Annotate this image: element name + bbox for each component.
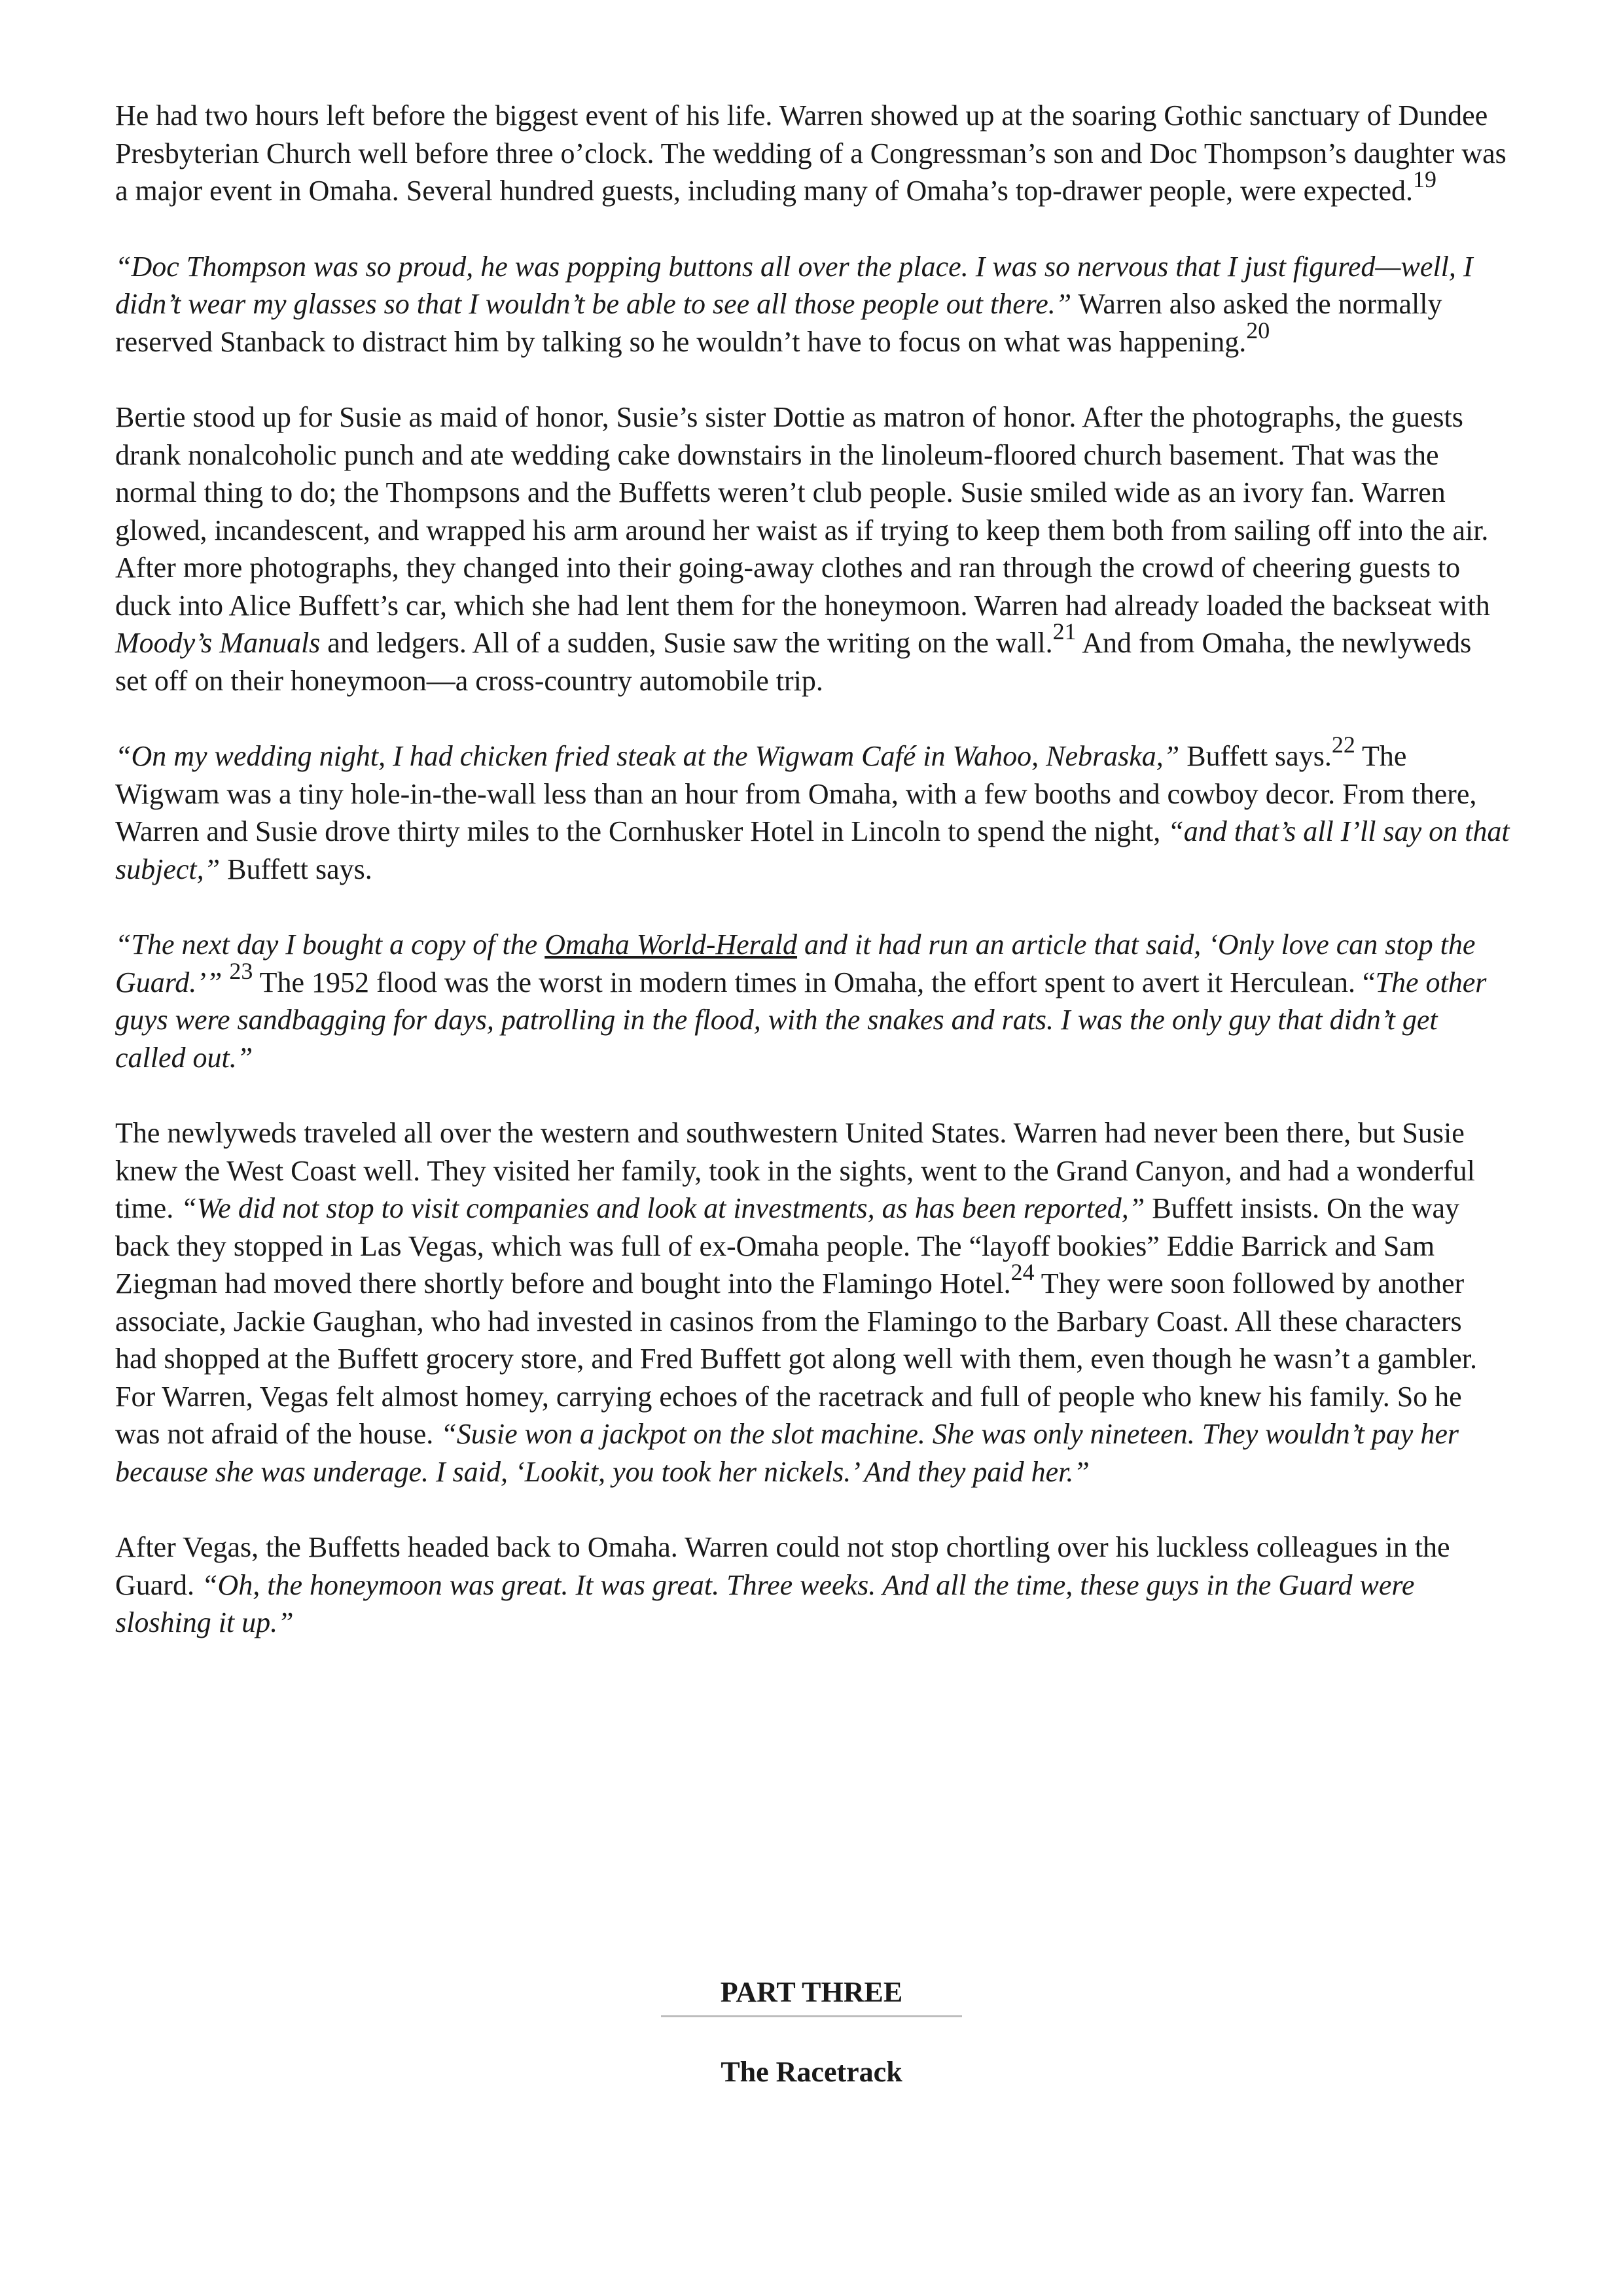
paragraph bbox=[115, 1114, 1510, 1491]
text-run: The newlyweds traveled all over the western and southwestern United States. Warren had never been there, but Susie knew the West Coast well. They visited her family, took in the sights, went to the Grand Canyon, and had a wonderful time. bbox=[115, 1117, 1475, 1224]
paragraph bbox=[115, 1528, 1510, 1642]
text-run: and ledgers. All of a sudden, Susie saw the writing on the wall. bbox=[320, 627, 1053, 659]
paragraph bbox=[115, 732, 1510, 888]
text-run: Bertie stood up for Susie as maid of honor, Susie’s sister Dottie as matron of honor. After the photographs, the guests drank nonalcoholic punch and ate wedding cake downstairs in the linoleum-floored church basement. That was the normal thing to do; the Thompsons and the Buffetts weren’t club people. Susie smiled wide as an ivory fan. Warren glowed, incandescent, and wrapped his arm around her waist as if trying to keep them both from sailing off into the air. After more photographs, they changed into their going-away clothes and ran through the crowd of cheering guests to duck into Alice Buffett’s car, which she had lent them for the honeymoon. Warren had already loaded the backseat with bbox=[115, 401, 1490, 622]
quoted-text: “Doc Thompson was so proud, he was popping buttons all over the place. I was so nervous that I just figured—well, I didn’t wear my glasses so that I wouldn’t be able to see all those people out there.” bbox=[115, 250, 1473, 320]
text-run: The Wigwam was a tiny hole-in-the-wall less than an hour from Omaha, with a few booths and cowboy decor. From there, Warren and Susie drove thirty miles to the Cornhusker Hotel in Lincoln to spend the night, bbox=[115, 740, 1477, 847]
text-run: The 1952 flood was the worst in modern times in Omaha, the effort spent to avert it Herculean. “ bbox=[253, 966, 1376, 998]
footnote-ref: 19 bbox=[1413, 166, 1436, 193]
footnote-ref: 20 bbox=[1246, 317, 1270, 344]
text-run: They were soon followed by another associate, Jackie Gaughan, who had invested in casinos from the Flamingo to the Barbary Coast. All these characters had shopped at the Buffett grocery store, and Fred Buffett got along well with them, even though he wasn’t a gambler. For Warren, Vegas felt almost homey, carrying echoes of the racetrack and full of people who knew his family. So he was not afraid of the house. bbox=[115, 1267, 1477, 1450]
quoted-text: “We did not stop to visit companies and look at investments, as has been reported,” bbox=[181, 1192, 1145, 1224]
publication-title: Omaha World-Herald bbox=[544, 928, 798, 961]
quoted-text: The other guys were sandbagging for days, patrolling in the flood, with the snakes and rats. I was the only guy that didn’t get called out.” bbox=[115, 966, 1487, 1074]
quoted-text: “The next day I bought a copy of the bbox=[115, 928, 545, 961]
footnote-ref: 24 bbox=[1010, 1259, 1035, 1286]
part-subheading: The Racetrack bbox=[721, 2056, 902, 2088]
part-heading: PART THREE bbox=[720, 1976, 903, 2008]
quoted-text: and it had run an article that said, ‘Only love can stop the Guard.’” bbox=[115, 928, 1476, 998]
quoted-text: “On my wedding night, I had chicken fried steak at the Wigwam Café in Wahoo, Nebraska,” bbox=[115, 740, 1180, 772]
body-text bbox=[115, 97, 1510, 1680]
quoted-text: “and that’s all I’ll say on that subject,” bbox=[115, 815, 1510, 885]
text-run bbox=[222, 966, 229, 998]
text-run: After Vegas, the Buffetts headed back to Omaha. Warren could not stop chortling over his luckless colleagues in the Guard. bbox=[115, 1531, 1450, 1601]
quoted-text: “Susie won a jackpot on the slot machine. She was only nineteen. They wouldn’t pay her because she was underage. I said, ‘Lookit, you took her nickels.’ And they paid her.” bbox=[115, 1418, 1459, 1488]
text-run: Buffett says. bbox=[220, 853, 372, 885]
paragraph bbox=[115, 248, 1510, 361]
paragraph bbox=[115, 97, 1510, 210]
footnote-ref: 21 bbox=[1052, 618, 1077, 645]
part-heading-rule bbox=[661, 2015, 962, 2017]
text-run: Warren also asked the normally reserved Stanback to distract him by talking so he wouldn’t have to focus on what was happening. bbox=[115, 288, 1442, 358]
quoted-text: “Oh, the honeymoon was great. It was great. Three weeks. And all the time, these guys in the Guard were sloshing it up.” bbox=[115, 1568, 1415, 1638]
text-run: And from Omaha, the newlyweds set off on their honeymoon—a cross-country automobile trip. bbox=[115, 627, 1472, 697]
paragraph bbox=[115, 926, 1510, 1076]
text-run: Buffett insists. On the way back they stopped in Las Vegas, which was full of ex-Omaha people. The “layoff bookies” Eddie Barrick and Sam Ziegman had moved there shortly before and bought into the Flamingo Hotel. bbox=[115, 1192, 1459, 1299]
paragraph bbox=[115, 398, 1510, 699]
text-run: He had two hours left before the biggest event of his life. Warren showed up at the soaring Gothic sanctuary of Dundee Presbyterian Church well before three o’clock. The wedding of a Congressman’s son and Doc Thompson’s daughter was a major event in Omaha. Several hundred guests, including many of Omaha’s top-drawer people, were expected. bbox=[115, 99, 1507, 207]
text-run: Buffett says. bbox=[1179, 740, 1332, 772]
quoted-text: Moody’s Manuals bbox=[115, 627, 321, 659]
footnote-ref: 23 bbox=[229, 957, 253, 984]
footnote-ref: 22 bbox=[1331, 732, 1355, 758]
